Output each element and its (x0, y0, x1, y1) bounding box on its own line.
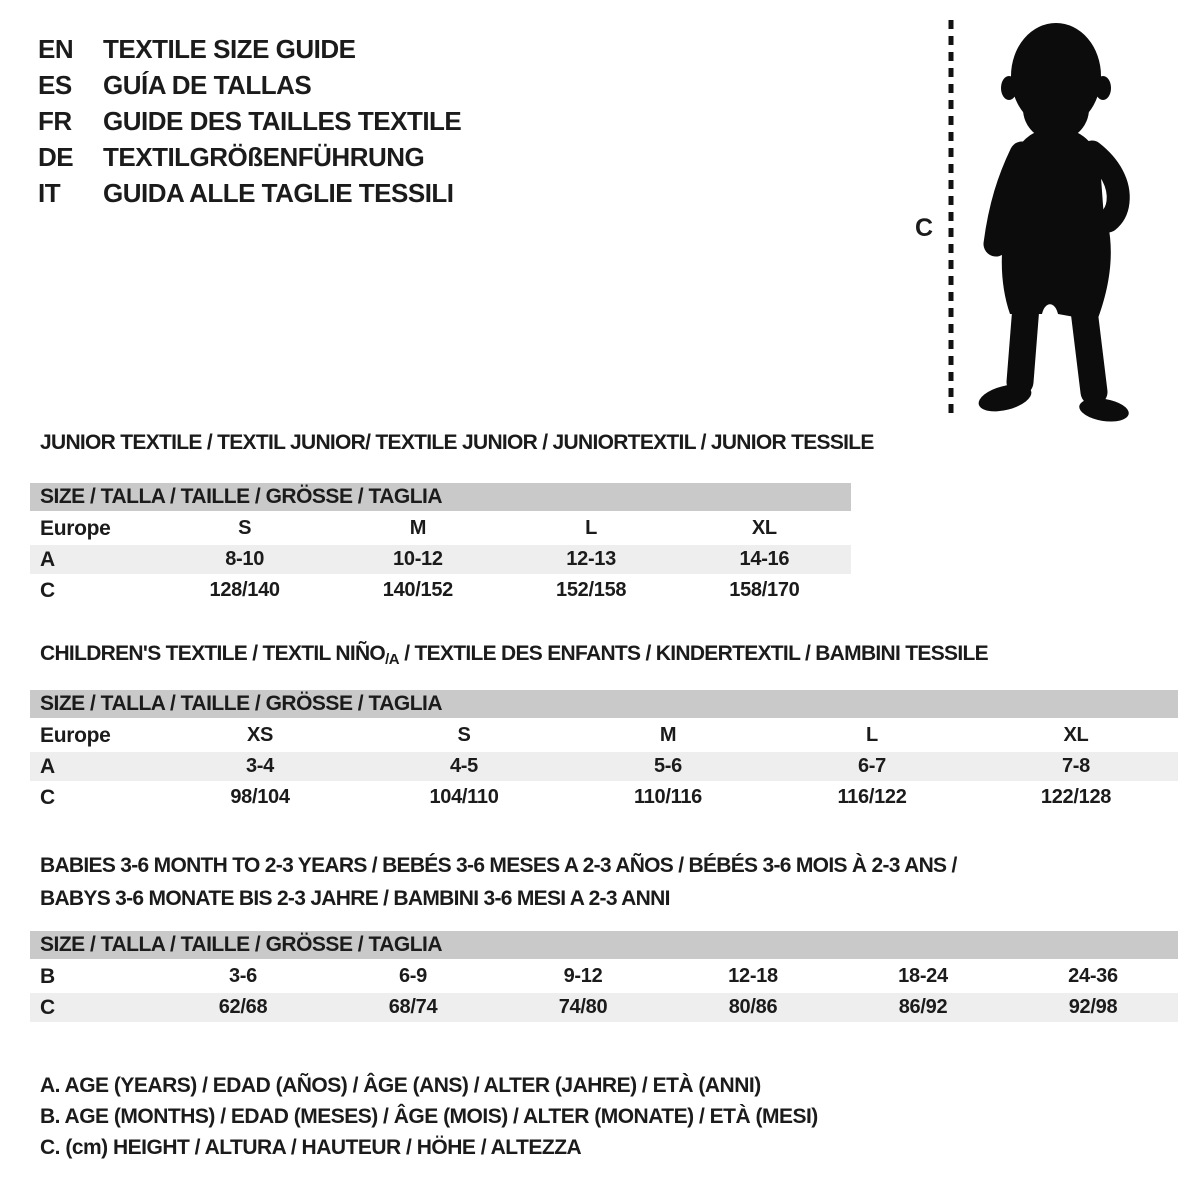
children-section-title (40, 642, 988, 668)
table-row (30, 545, 851, 574)
babies-title-line1: BABIES 3-6 MONTH TO 2-3 YEARS / BEBÉS 3-6 MESES A 2-3 AÑOS / BÉBÉS 3-6 MOIS À 2-3 ANS / (40, 854, 957, 877)
junior-size-table (30, 483, 851, 605)
height-cell: 110/116 (634, 786, 702, 808)
guide-title: TEXTILE SIZE GUIDE (103, 34, 356, 64)
size-cell: S (457, 724, 471, 746)
height-cell: 128/140 (209, 579, 280, 601)
language-row (38, 67, 461, 103)
age-cell: 12-18 (728, 965, 778, 987)
size-header-bar: SIZE / TALLA / TAILLE / GRÖSSE / TAGLIA (30, 483, 851, 511)
legend-footnotes (40, 1070, 818, 1163)
height-cell: 74/80 (558, 996, 608, 1018)
height-cell: 104/110 (429, 786, 499, 808)
language-code: DE (38, 142, 74, 172)
junior-section-title: JUNIOR TEXTILE / TEXTIL JUNIOR/ TEXTILE JUNIOR / JUNIORTEXTIL / JUNIOR TESSILE (40, 431, 874, 454)
age-cell: 3-4 (245, 755, 274, 777)
table-row (30, 783, 1178, 812)
size-header-bar: SIZE / TALLA / TAILLE / GRÖSSE / TAGLIA (30, 690, 1178, 718)
age-cell: 7-8 (1061, 755, 1090, 777)
children-title-subscript: /A (385, 651, 400, 668)
footnote-age-years: A. AGE (YEARS) / EDAD (AÑOS) / ÂGE (ANS) / ALTER (JAHRE) / ETÀ (ANNI) (40, 1074, 761, 1097)
footnote-age-months: B. AGE (MONTHS) / EDAD (MESES) / ÂGE (MOIS) / ALTER (MONATE) / ETÀ (MESI) (40, 1105, 818, 1128)
table-row (30, 576, 851, 605)
size-header-bar: SIZE / TALLA / TAILLE / GRÖSSE / TAGLIA (30, 931, 1178, 959)
row-label: C (40, 996, 55, 1019)
height-cell: 80/86 (728, 996, 778, 1018)
language-row (38, 103, 461, 139)
height-cell: 98/104 (230, 786, 290, 808)
children-size-table (30, 690, 1178, 812)
baby-silhouette (976, 23, 1131, 424)
size-cell: XL (1063, 724, 1089, 746)
footnote-height-cm: C. (cm) HEIGHT / ALTURA / HAUTEUR / HÖHE / ALTEZZA (40, 1136, 582, 1159)
row-label: C (40, 786, 55, 809)
guide-title: TEXTILGRÖßENFÜHRUNG (103, 142, 425, 172)
height-cell: 116/122 (837, 786, 907, 808)
age-cell: 8-10 (225, 548, 265, 570)
children-title-suffix: / TEXTILE DES ENFANTS / KINDERTEXTIL / BAMBINI TESSILE (399, 642, 988, 665)
language-code: ES (38, 70, 72, 100)
size-cell: XS (246, 724, 274, 746)
language-code: EN (38, 34, 74, 64)
language-row (38, 139, 461, 175)
size-cell: XL (751, 517, 777, 539)
row-label: A (40, 755, 55, 778)
babies-section-title (40, 849, 957, 915)
children-title-prefix: CHILDREN'S TEXTILE / TEXTIL NIÑO (40, 642, 386, 665)
baby-silhouette-figure (940, 14, 1145, 424)
table-row (30, 962, 1178, 991)
height-cell: 62/68 (218, 996, 268, 1018)
height-cell: 158/170 (729, 579, 800, 601)
age-cell: 5-6 (653, 755, 682, 777)
age-cell: 12-13 (566, 548, 616, 570)
language-code: FR (38, 106, 72, 136)
age-cell: 6-7 (857, 755, 886, 777)
age-cell: 18-24 (898, 965, 948, 987)
age-cell: 10-12 (393, 548, 443, 570)
babies-title-line2: BABYS 3-6 MONATE BIS 2-3 JAHRE / BAMBINI 3-6 MESI A 2-3 ANNI (40, 887, 670, 910)
language-list (38, 31, 461, 211)
size-cell: M (659, 724, 677, 746)
height-cell: 122/128 (1040, 786, 1112, 808)
table-row (30, 514, 851, 543)
row-label: A (40, 548, 55, 571)
height-cell: 92/98 (1068, 996, 1118, 1018)
row-label: Europe (40, 517, 111, 540)
language-code: IT (38, 178, 61, 208)
height-cell: 140/152 (382, 579, 453, 601)
guide-title: GUIDA ALLE TAGLIE TESSILI (103, 178, 454, 208)
table-row (30, 993, 1178, 1022)
language-row (38, 31, 461, 67)
row-label: Europe (40, 724, 111, 747)
language-row (38, 175, 461, 211)
table-row (30, 752, 1178, 781)
size-cell: M (409, 517, 427, 539)
age-cell: 3-6 (228, 965, 257, 987)
guide-title: GUÍA DE TALLAS (103, 70, 312, 100)
babies-size-table (30, 931, 1178, 1022)
size-cell: L (866, 724, 878, 746)
age-cell: 6-9 (398, 965, 427, 987)
height-measure-label: C (915, 214, 934, 242)
row-label: B (40, 965, 55, 988)
height-cell: 152/158 (556, 579, 627, 601)
size-cell: L (585, 517, 598, 539)
height-cell: 86/92 (898, 996, 948, 1018)
age-cell: 9-12 (563, 965, 603, 987)
age-cell: 14-16 (739, 548, 790, 570)
height-cell: 68/74 (388, 996, 438, 1018)
size-cell: S (238, 517, 252, 539)
table-row (30, 721, 1178, 750)
age-cell: 24-36 (1068, 965, 1118, 987)
age-cell: 4-5 (449, 755, 478, 777)
row-label: C (40, 579, 55, 602)
guide-title: GUIDE DES TAILLES TEXTILE (103, 106, 462, 136)
